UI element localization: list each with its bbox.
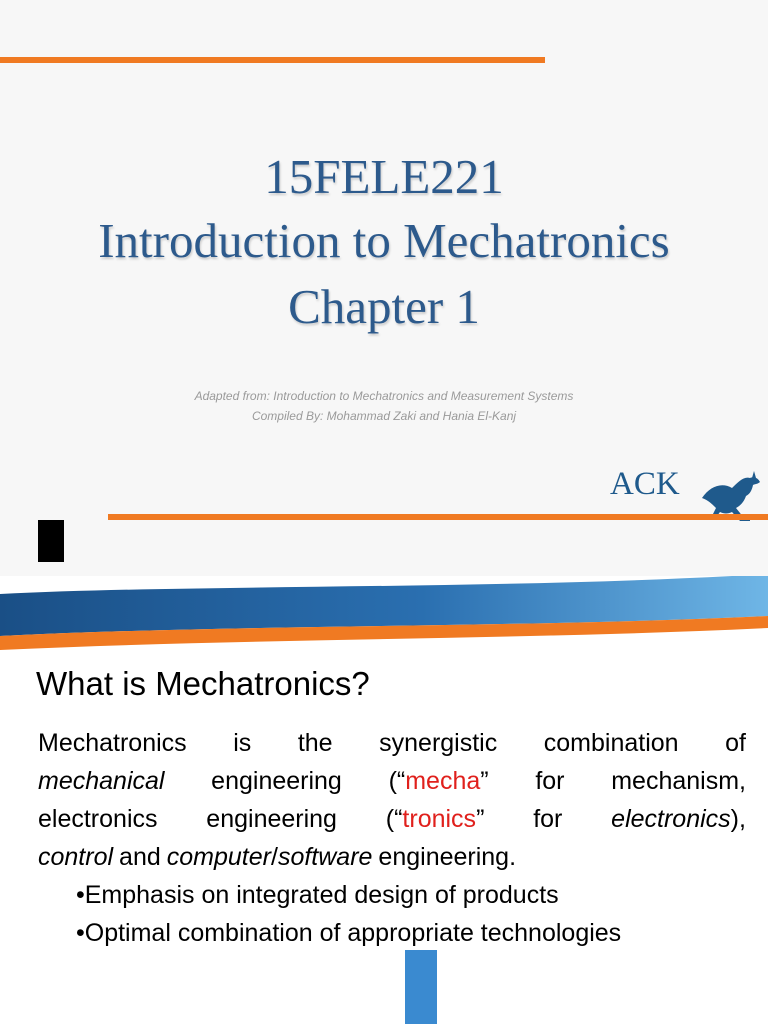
word: engineering. bbox=[378, 843, 517, 871]
word: of bbox=[725, 729, 746, 757]
word-software: software bbox=[277, 843, 373, 871]
punctuation: ), bbox=[730, 805, 746, 833]
paragraph-line bbox=[38, 724, 746, 762]
word-mecha: mecha bbox=[405, 767, 481, 795]
word: for bbox=[533, 805, 563, 833]
word: synergistic bbox=[379, 729, 498, 757]
word: engineering bbox=[211, 767, 342, 795]
slash: / bbox=[270, 843, 278, 871]
word-control: control bbox=[38, 843, 114, 871]
paragraph-line bbox=[38, 838, 746, 876]
paragraph-line bbox=[38, 800, 746, 838]
chapter-title: Chapter 1 bbox=[288, 279, 480, 334]
word: is bbox=[233, 729, 252, 757]
bottom-orange-rule bbox=[108, 514, 768, 520]
word-tronics: tronics bbox=[402, 805, 477, 833]
open-quote: (“ bbox=[388, 767, 406, 795]
content-slide bbox=[0, 576, 768, 1024]
list-item: •Emphasis on integrated design of products bbox=[76, 881, 559, 909]
black-block bbox=[38, 520, 64, 562]
header-swoosh-banner bbox=[0, 576, 768, 656]
course-code: 15FELE221 bbox=[264, 149, 504, 204]
top-orange-rule bbox=[0, 57, 545, 63]
word-electronics: electronics bbox=[611, 805, 731, 833]
course-title: Introduction to Mechatronics bbox=[98, 213, 670, 268]
ack-logo-text: ACK bbox=[610, 466, 680, 502]
close-quote: ” bbox=[476, 805, 485, 833]
close-quote: ” bbox=[480, 767, 489, 795]
word-computer-software-group bbox=[167, 838, 373, 876]
word: electronics bbox=[38, 805, 158, 833]
word: the bbox=[297, 729, 333, 757]
word-mechanical: mechanical bbox=[38, 767, 165, 795]
word-computer: computer bbox=[166, 843, 271, 871]
compiled-by-note: Compiled By: Mohammad Zaki and Hania El-Kanj bbox=[251, 409, 517, 423]
word-mecha-group bbox=[389, 762, 489, 800]
bullet-list bbox=[76, 876, 621, 952]
paragraph-line bbox=[38, 762, 746, 800]
blue-bar bbox=[405, 950, 437, 1024]
open-quote: (“ bbox=[385, 805, 403, 833]
word-electronics-group bbox=[611, 800, 746, 838]
word: Mechatronics bbox=[38, 729, 187, 757]
word: mechanism, bbox=[611, 767, 746, 795]
word: and bbox=[119, 843, 161, 871]
adapted-from-note: Adapted from: Introduction to Mechatronics and Measurement Systems bbox=[194, 389, 574, 403]
word-tronics-group bbox=[386, 800, 485, 838]
list-item: •Optimal combination of appropriate technologies bbox=[76, 919, 622, 947]
word: combination bbox=[543, 729, 679, 757]
word: engineering bbox=[206, 805, 337, 833]
word: for bbox=[535, 767, 565, 795]
slide-heading: What is Mechatronics? bbox=[36, 665, 370, 702]
definition-paragraph bbox=[38, 724, 746, 876]
